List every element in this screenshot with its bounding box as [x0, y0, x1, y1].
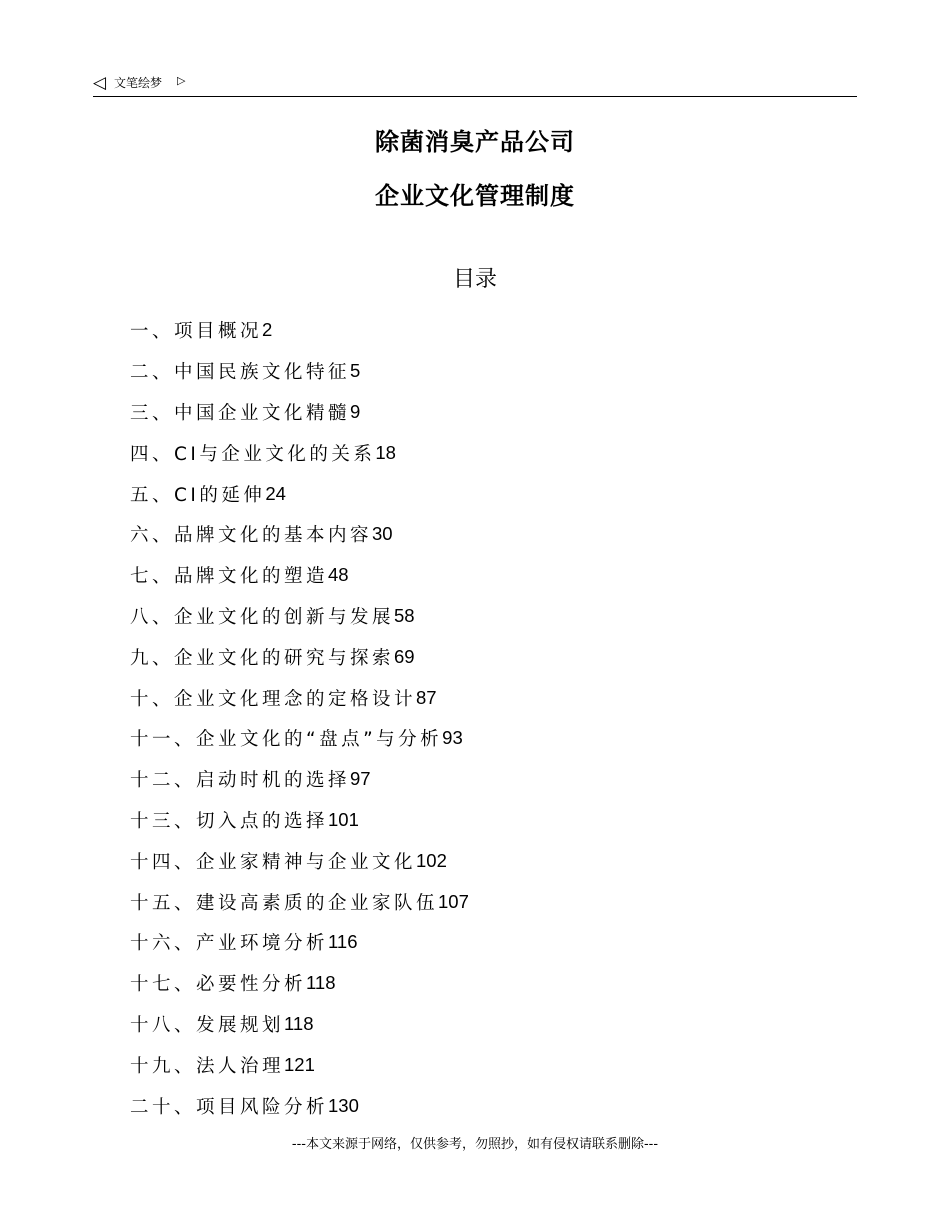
toc-entry[interactable] — [130, 1004, 469, 1045]
toc-entry-title: 十六、产业环境分析 — [130, 933, 329, 955]
toc-entry-title: 五、CI的延伸 — [130, 484, 266, 506]
toc-entry[interactable] — [130, 718, 469, 759]
toc-entry-page-number: 58 — [394, 604, 415, 626]
toc-entry[interactable] — [130, 596, 469, 637]
page-footer-disclaimer: ---本文来源于网络，仅供参考，勿照抄，如有侵权请联系删除--- — [291, 1137, 659, 1152]
toc-entry-page-number: 30 — [372, 523, 393, 545]
triangle-left-icon: ◁ — [93, 73, 107, 93]
toc-entry-title: 七、品牌文化的塑造 — [130, 566, 329, 588]
toc-heading: 目录 — [452, 267, 497, 292]
toc-entry[interactable] — [130, 881, 469, 922]
toc-entry-page-number: 2 — [262, 319, 273, 341]
toc-entry-page-number: 97 — [350, 768, 371, 790]
triangle-right-icon: ▷ — [177, 74, 186, 87]
toc-entry-title: 十五、建设高素质的企业家队伍 — [130, 892, 439, 914]
document-title-line2: 企业文化管理制度 — [375, 182, 575, 210]
toc-entry-page-number: 130 — [328, 1094, 359, 1116]
toc-entry[interactable] — [130, 473, 469, 514]
toc-entry[interactable] — [130, 351, 469, 392]
toc-entry-title: 十七、必要性分析 — [130, 974, 307, 996]
toc-entry-page-number: 48 — [328, 564, 349, 586]
toc-entry[interactable] — [130, 677, 469, 718]
toc-entry-page-number: 5 — [350, 360, 361, 382]
toc-entry-title: 六、品牌文化的基本内容 — [130, 525, 373, 547]
toc-entry-page-number: 24 — [265, 482, 286, 504]
toc-entry-title: 二十、项目风险分析 — [130, 1096, 329, 1118]
toc-entry-page-number: 101 — [328, 808, 359, 830]
toc-entry[interactable] — [130, 759, 469, 800]
toc-entry[interactable] — [130, 922, 469, 963]
toc-entry-title: 十、企业文化理念的定格设计 — [130, 688, 417, 710]
toc-entry[interactable] — [130, 432, 469, 473]
toc-entry-title: 八、企业文化的创新与发展 — [130, 606, 395, 628]
toc-entry-page-number: 87 — [416, 686, 437, 708]
toc-entry[interactable] — [130, 800, 469, 841]
toc-entry-page-number: 93 — [442, 727, 463, 749]
toc-entry[interactable] — [130, 514, 469, 555]
toc-entry-title: 十三、切入点的选择 — [130, 810, 329, 832]
toc-entry-title: 十一、企业文化的“盘点”与分析 — [130, 729, 443, 751]
toc-entry-page-number: 121 — [284, 1053, 315, 1075]
toc-entry-page-number: 69 — [394, 645, 415, 667]
toc-entry[interactable] — [130, 392, 469, 433]
toc-entry-title: 二、中国民族文化特征 — [130, 362, 351, 384]
document-title-line1: 除菌消臭产品公司 — [375, 128, 575, 156]
toc-entry[interactable] — [130, 555, 469, 596]
toc-entry-page-number: 118 — [306, 972, 336, 994]
toc-entry-title: 十九、法人治理 — [130, 1055, 285, 1077]
page-header — [93, 72, 857, 97]
toc-entry-page-number: 102 — [416, 849, 447, 871]
toc-entry-title: 十八、发展规划 — [130, 1014, 285, 1036]
toc-entry-page-number: 107 — [438, 890, 469, 912]
toc-entry-page-number: 18 — [375, 441, 396, 463]
toc-entry[interactable] — [130, 963, 469, 1004]
toc-entry[interactable] — [130, 840, 469, 881]
toc-entry-title: 四、CI与企业文化的关系 — [130, 443, 376, 465]
toc-entry[interactable] — [130, 1085, 469, 1126]
toc-entry[interactable] — [130, 1044, 469, 1085]
toc-entry-page-number: 118 — [284, 1012, 314, 1034]
toc-entry-title: 十四、企业家精神与企业文化 — [130, 851, 417, 873]
header-brand-text: 文笔绘梦 — [114, 76, 163, 90]
toc-entry-title: 一、项目概况 — [130, 321, 263, 343]
toc-entry[interactable] — [130, 310, 469, 351]
toc-entry-page-number: 116 — [328, 931, 358, 953]
toc-entry-title: 三、中国企业文化精髓 — [130, 402, 351, 424]
toc-entry-title: 十二、启动时机的选择 — [130, 770, 351, 792]
toc-entry-page-number: 9 — [350, 400, 361, 422]
toc-entry[interactable] — [130, 636, 469, 677]
table-of-contents — [130, 310, 469, 1126]
toc-entry-title: 九、企业文化的研究与探索 — [130, 647, 395, 669]
